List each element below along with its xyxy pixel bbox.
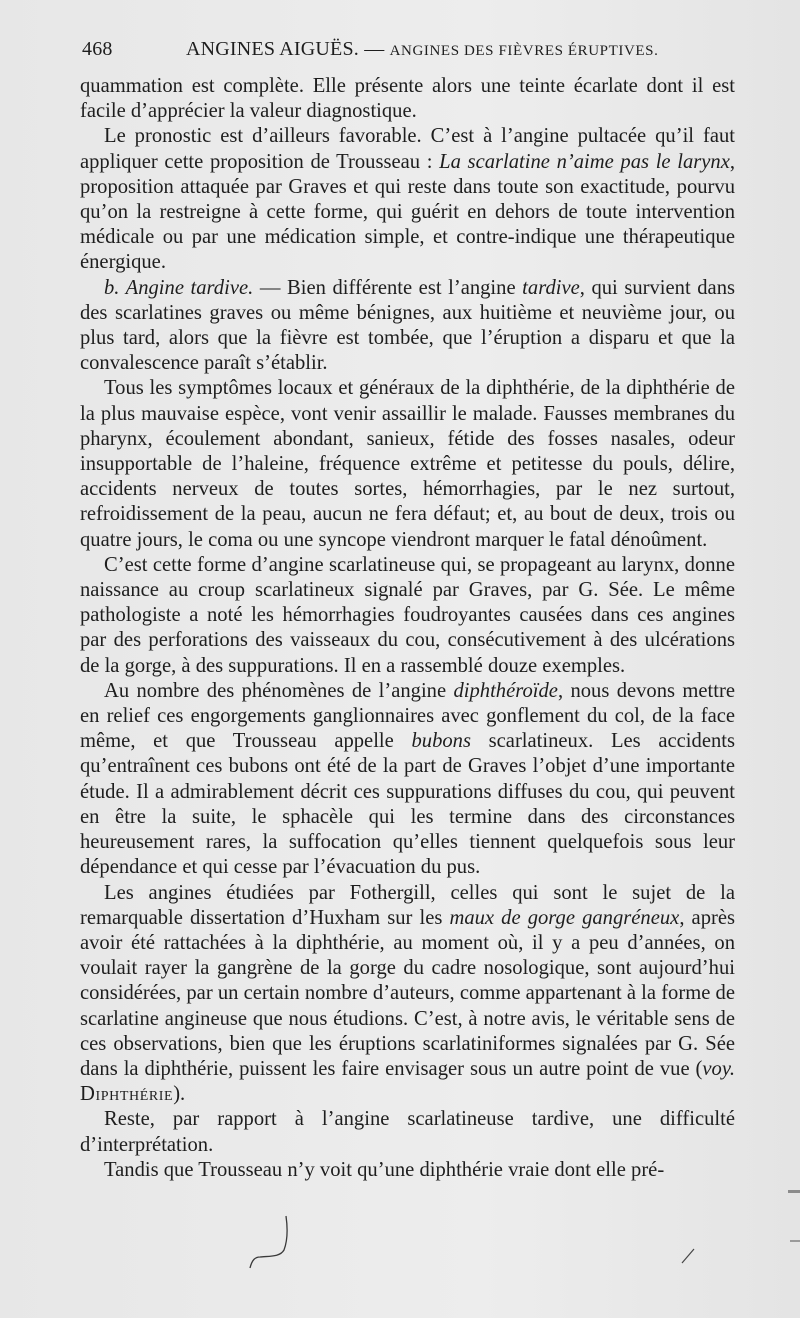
- paragraph-6: [80, 679, 735, 881]
- paragraph-9-text: Tandis que Trousseau n’y voit qu’une diphthérie vraie dont elle pré-: [104, 1158, 665, 1181]
- paragraph-7-voy: voy.: [702, 1057, 735, 1080]
- paragraph-7-emphasis: maux de gorge gangréneux: [449, 906, 680, 929]
- paragraph-2-quote: La scarlatine n’aime pas le larynx: [439, 150, 730, 173]
- paragraph-6-text-b: , nous devons mettre en relief ces engorgements ganglionnaires avec gonflement du col, de la face même, et que Trousseau appelle: [80, 679, 735, 753]
- paragraph-6-text-c: scarlatineux. Les accidents qu’entraînent ces bubons ont été de la part de Graves l’objet d’une importante étude. Il a admirablement décrit ces suppurations diffuses du cou, qui peuvent en être la suite, le sphacèle qui les termine dans des circonstances heureusement rares, la suffocation qu’elles tiennent quelquefois sous leur dépendance et qui cesse par l’évacuation du pus.: [80, 730, 735, 879]
- paragraph-7-crossref: Diphthérie: [80, 1083, 174, 1106]
- edge-mark-upper: [788, 1190, 800, 1193]
- paragraph-2-text-a: Le pronostic est d’ailleurs favorable. C’est à l’angine pultacée qu’il faut appliquer cette proposition de Trousseau :: [80, 125, 735, 173]
- paragraph-1-text: quammation est complète. Elle présente alors une teinte écarlate dont il est facile d’apprécier la valeur diagnostique.: [80, 75, 735, 123]
- paragraph-8: [80, 1107, 735, 1157]
- paragraph-5: [80, 553, 735, 679]
- paragraph-2: [80, 124, 735, 275]
- paragraph-3-text-a: — Bien différente est l’angine: [253, 276, 523, 299]
- stray-ink-mark: [680, 1245, 698, 1265]
- paragraph-3-emphasis: tardive: [522, 276, 580, 299]
- paragraph-3: [80, 276, 735, 377]
- running-header: [82, 38, 742, 68]
- paragraph-7: [80, 881, 735, 1108]
- running-title: [186, 38, 658, 61]
- paragraph-7-text-a: Les angines étudiées par Fothergill, celles qui sont le sujet de la remarquable dissertation d’Huxham sur les: [80, 881, 735, 929]
- paragraph-7-text-b: , après avoir été rattachées à la diphthérie, au moment où, il y a peu d’années, on voulait rayer la gangrène de la gorge du cadre nosologique, sont aujourd’hui considérées, par un certain nombre d’auteurs, comme appartenant à la forme de scarlatine angineuse que nous étudions. C’est, à notre avis, le véritable sens de ces observations, bien que les éruptions scarlatiniformes signalées par G. Sée dans la diphthérie, puissent les faire envisager sous un autre point de vue (: [80, 906, 736, 1080]
- paragraph-4-text: Tous les symptômes locaux et généraux de la diphthérie, de la diphthérie de la plus mauvaise espèce, vont venir assaillir le malade. Fausses membranes du pharynx, écoulement abondant, sanieux, fétide des fosses nasales, odeur insupportable de l’haleine, fréquence extrême et petitesse du pouls, délire, accidents nerveux de toutes sortes, hémorrhagies, par le nez surtout, refroidissement de la peau, aucun ne fera défaut; et, au bout de deux, trois ou quatre jours, le coma ou une syncope viendront marquer le fatal dénoûment.: [80, 377, 735, 551]
- section-label-angine-tardive: b. Angine tardive.: [104, 276, 254, 299]
- paragraph-6-text-a: Au nombre des phénomènes de l’angine: [104, 679, 454, 702]
- body-text: [80, 74, 735, 1183]
- paragraph-2-text-b: , proposition attaquée par Graves et qui reste dans toute son exactitude, pourvu qu’on la restreigne à cette forme, qui guérit en dehors de toute intervention médicale ou par une médication simple, et contre-indique une thérapeutique énergique.: [80, 150, 735, 274]
- pencil-annotation-mark: [246, 1212, 294, 1270]
- running-title-main: ANGINES AIGUËS. —: [186, 38, 385, 60]
- paragraph-6-emphasis-b: bubons: [411, 730, 471, 753]
- running-title-subtitle: ANGINES DES FIÈVRES ÉRUPTIVES.: [389, 43, 659, 59]
- paragraph-6-emphasis-a: diphthéroïde: [453, 679, 558, 702]
- paragraph-9: [80, 1158, 735, 1183]
- paragraph-3-text-b: , qui survient dans des scarlatines graves ou même bénignes, aux huitième et neuvième jour, ou plus tard, alors que la fièvre est tombée, que l’éruption a disparu et que la convalescence paraît s’établir.: [80, 276, 736, 375]
- paragraph-5-text: C’est cette forme d’angine scarlatineuse qui, se propageant au larynx, donne naissance au croup scarlatineux signalé par Graves, par G. Sée. Le même pathologiste a noté les hémorrhagies foudroyantes causées dans ces angines par des perforations des vaisseaux du cou, consécutivement à des ulcérations de la gorge, à des suppurations. Il en a rassemblé douze exemples.: [80, 553, 735, 677]
- paragraph-7-text-c: ).: [173, 1083, 186, 1106]
- page-number: 468: [82, 38, 113, 60]
- edge-mark-lower: [790, 1240, 800, 1242]
- paragraph-8-text: Reste, par rapport à l’angine scarlatineuse tardive, une difficulté d’interprétation.: [80, 1108, 735, 1156]
- paragraph-4: [80, 376, 735, 552]
- paragraph-1: [80, 74, 735, 124]
